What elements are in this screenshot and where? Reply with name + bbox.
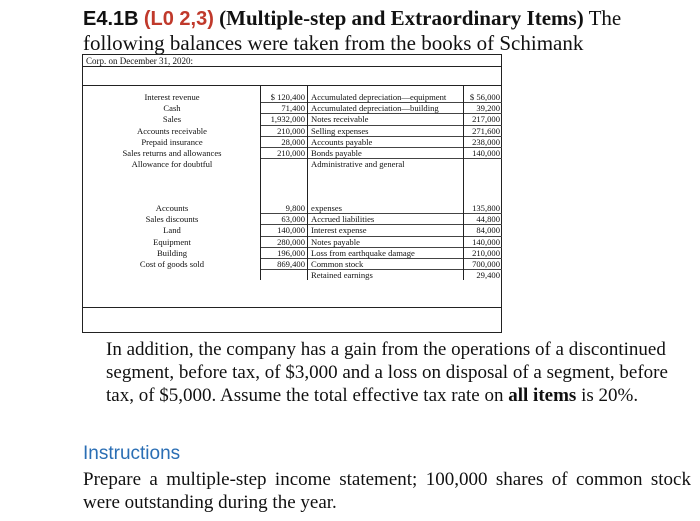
exercise-title: (Multiple-step and Extraordinary Items) [219, 6, 584, 30]
account-label: Building [156, 247, 188, 258]
row-rule [308, 136, 463, 137]
account-label: Land [163, 225, 181, 236]
account-label-right: Loss from earthquake damage [311, 247, 415, 258]
account-balance-right: 700,000 [472, 259, 500, 269]
account-balance: 869,400 [277, 259, 305, 269]
row-rule [464, 158, 502, 159]
account-label-right: Notes receivable [311, 114, 369, 125]
row-rule [261, 258, 307, 259]
additional-info-end: is 20%. [576, 385, 639, 406]
exercise-code: E4.1B [83, 8, 139, 30]
exercise-intro: The following balances were taken from the books of Schimank [83, 6, 622, 55]
row-rule [261, 224, 307, 225]
account-balance-right: 210,000 [472, 247, 500, 258]
row-rule [261, 247, 307, 248]
account-label-right: Accumulated depreciation—equipment [311, 92, 447, 102]
row-rule [464, 213, 502, 214]
account-label: Accounts receivable [137, 125, 207, 136]
account-label: Accounts [155, 203, 189, 213]
table-header-divider [83, 85, 501, 86]
account-label: Sales [162, 114, 182, 125]
account-label-right: Accounts payable [311, 136, 373, 147]
account-label: Cash [163, 103, 181, 114]
account-label-right: Selling expenses [311, 125, 369, 136]
row-rule [308, 258, 463, 259]
row-rule [308, 236, 463, 237]
account-balance: 63,000 [281, 214, 305, 225]
account-label-right: Notes payable [311, 236, 360, 247]
row-rule [464, 102, 502, 103]
additional-info-emphasis: all items [508, 385, 577, 406]
row-rule [261, 147, 307, 148]
account-label: Interest revenue [144, 92, 200, 102]
row-rule [261, 136, 307, 137]
account-balance-right: 271,600 [472, 125, 500, 136]
row-rule [464, 147, 502, 148]
account-label: Sales returns and allowances [122, 148, 222, 158]
account-label-right: Accumulated depreciation—building [311, 103, 439, 114]
row-rule [261, 102, 307, 103]
account-label: Allowance for doubtful [131, 159, 213, 170]
account-balance-right: 140,000 [472, 148, 500, 158]
row-rule [464, 247, 502, 248]
row-rule [464, 236, 502, 237]
account-balance: 140,000 [277, 225, 305, 236]
account-label: Equipment [153, 236, 191, 247]
row-rule [308, 113, 463, 114]
account-balance-right: 39,200 [476, 103, 500, 114]
row-rule [261, 269, 307, 270]
account-balance-right: 84,000 [476, 225, 500, 236]
account-balance: 210,000 [277, 125, 305, 136]
row-rule [464, 113, 502, 114]
account-label-right: Retained earnings [311, 270, 373, 281]
row-rule [464, 125, 502, 126]
account-label: Sales discounts [145, 214, 199, 225]
account-balance-right: 140,000 [472, 236, 500, 247]
row-rule [464, 258, 502, 259]
account-label-right: Common stock [311, 259, 364, 269]
row-rule [261, 158, 307, 159]
additional-info [106, 338, 694, 407]
account-balance: 1,932,000 [270, 114, 305, 125]
row-rule [308, 125, 463, 126]
learning-objective: (L0 2,3) [143, 8, 214, 30]
account-label: Cost of goods sold [139, 259, 205, 269]
account-label-right: Accrued liabilities [311, 214, 375, 225]
exercise-heading [83, 6, 688, 55]
account-balance: 9,800 [285, 203, 305, 213]
col-divider-lower [307, 200, 308, 280]
row-rule [464, 224, 502, 225]
account-balance: 28,000 [281, 136, 305, 147]
instructions-task: Prepare a multiple-step income statement; 100,000 shares of common stock were outstanding during the year. [83, 469, 691, 513]
row-rule [464, 269, 502, 270]
row-rule [261, 236, 307, 237]
row-rule [308, 224, 463, 225]
col-divider-lower [463, 200, 464, 280]
account-balance-right: 217,000 [472, 114, 500, 125]
account-balance-right: 44,800 [476, 214, 500, 225]
account-label: Prepaid insurance [141, 136, 203, 147]
caption-divider [83, 66, 501, 67]
account-balance-right: $ 56,000 [469, 92, 500, 102]
additional-info-start: In addition, the company has a gain from the operations of a discontinued segment, before tax, of $3,000 and a loss on disposal of a segment, before tax, of $5,000. Assume the total effective tax rate on [106, 339, 668, 406]
instructions-label: Instructions [83, 443, 181, 464]
table-caption: Corp. on December 31, 2020: [86, 56, 193, 66]
account-balance: 210,000 [277, 148, 305, 158]
account-label-right: expenses [311, 203, 343, 213]
row-rule [261, 213, 307, 214]
row-rule [308, 269, 463, 270]
account-label-right: Administrative and general [311, 159, 405, 170]
account-balance: 71,400 [281, 103, 305, 114]
row-rule [308, 247, 463, 248]
account-label-right: Bonds payable [311, 148, 362, 158]
account-label-right: Interest expense [311, 225, 367, 236]
row-rule [261, 113, 307, 114]
account-balance-right: 238,000 [472, 136, 500, 147]
row-rule [308, 158, 463, 159]
trial-balance-table [82, 54, 502, 333]
table-lower-divider [83, 307, 501, 308]
row-rule [308, 213, 463, 214]
row-rule [261, 125, 307, 126]
account-balance-right: 29,400 [476, 270, 500, 281]
account-balance-right: 135,800 [472, 203, 500, 213]
row-rule [464, 136, 502, 137]
row-rule [308, 102, 463, 103]
account-balance: 196,000 [277, 247, 305, 258]
col-divider-lower [260, 200, 261, 280]
account-balance: 280,000 [277, 236, 305, 247]
account-balance: $ 120,400 [270, 92, 305, 102]
row-rule [308, 147, 463, 148]
